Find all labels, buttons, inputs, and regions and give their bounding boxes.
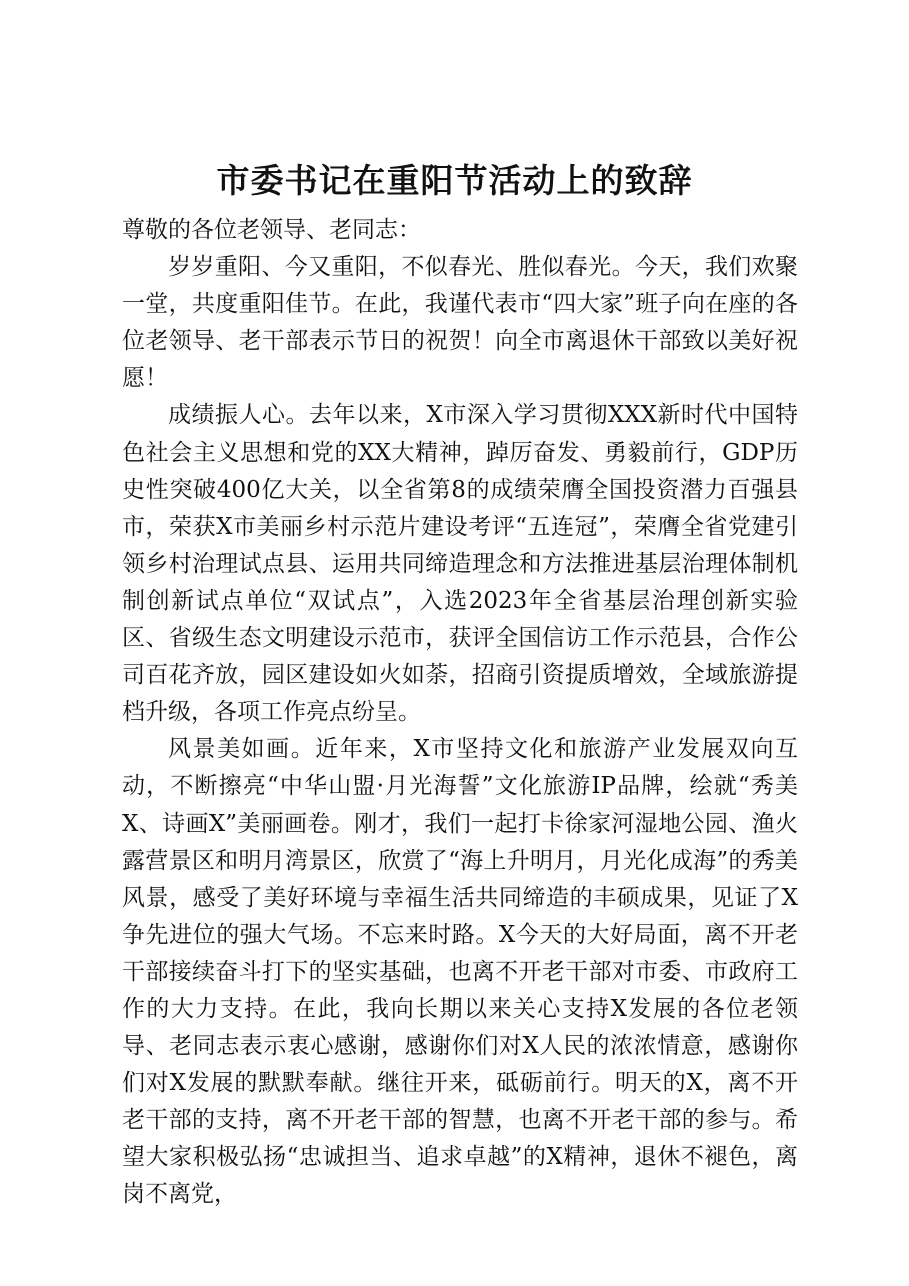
salutation: 尊敬的各位老领导、老同志： xyxy=(122,217,421,243)
paragraph-greeting: 岁岁重阳、今又重阳，不似春光、胜似春光。今天，我们欢聚一堂，共度重阳佳节。在此，我谨代表市“四大家”班子向在座的各位老领导、老干部表示节日的祝贺！向全市离退休干部致以美好祝愿！ xyxy=(122,254,798,392)
document-title: 市委书记在重阳节活动上的致辞 xyxy=(216,161,693,200)
paragraph-achievements: 成绩振人心。去年以来，X市深入学习贯彻XXX新时代中国特色社会主义思想和党的XX大精神，踔厉奋发、勇毅前行，GDP历史性突破400亿大关，以全省第8的成绩荣膺全国投资潜力百强县市，荣获X市美丽乡村示范片建设考评“五连冠”，荣膺全省党建引领乡村治理试点县、运用共同缔造理念和方法推进基层治理体制机制创新试点单位“双试点”，入选2023年全省基层治理创新实验区、省级生态文明建设示范市，获评全国信访工作示范县，合作公司百花齐放，园区建设如火如荼，招商引资提质增效，全域旅游提档升级，各项工作亮点纷呈。 xyxy=(122,402,798,726)
document-body xyxy=(122,212,798,1214)
paragraph-scenery: 风景美如画。近年来，X市坚持文化和旅游产业发展双向互动，不断擦亮“中华山盟·月光海誓”文化旅游IP品牌，绘就“秀美X、诗画X”美丽画卷。刚才，我们一起打卡徐家河湿地公园、渔火露营景区和明月湾景区，欣赏了“海上升明月，月光化成海”的秀美风景，感受了美好环境与幸福生活共同缔造的丰硕成果，见证了X争先进位的强大气场。不忘来时路。X今天的大好局面，离不开老干部接续奋斗打下的坚实基础，也离不开老干部对市委、市政府工作的大力支持。在此，我向长期以来关心支持X发展的各位老领导、老同志表示衷心感谢，感谢你们对X人民的浓浓情意，感谢你们对X发展的默默奉献。继往开来，砥砺前行。明天的X，离不开老干部的支持，离不开老干部的智慧，也离不开老干部的参与。希望大家积极弘扬“忠诚担当、追求卓越”的X精神，退休不褪色，离岗不离党， xyxy=(122,736,798,1208)
